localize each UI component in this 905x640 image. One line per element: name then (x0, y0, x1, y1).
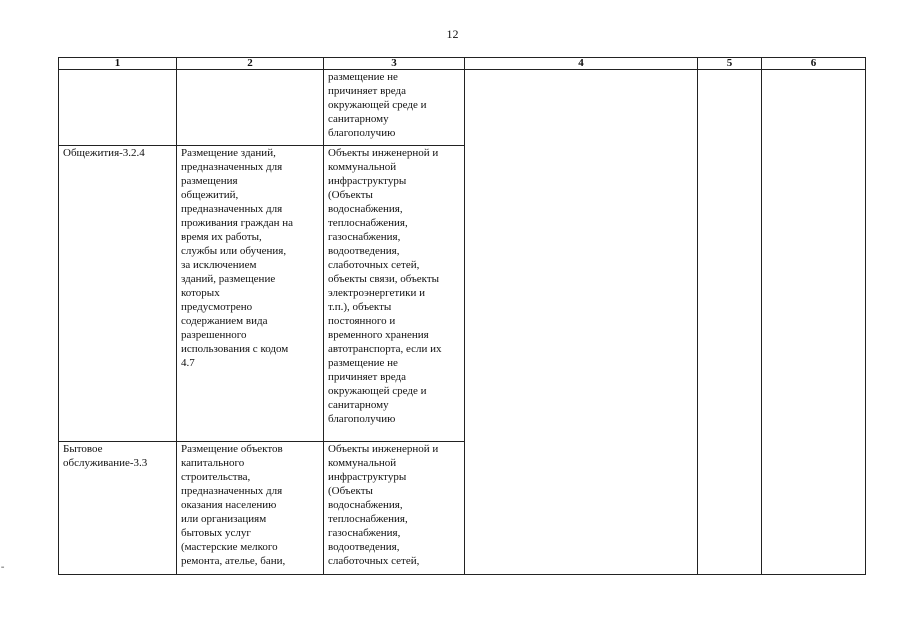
row-2-col-1: Общежития-3.2.4 (59, 146, 177, 442)
column-header-6: 6 (762, 58, 866, 70)
column-header-3: 3 (324, 58, 465, 70)
col-4-cell (465, 70, 698, 575)
row-1-col-2 (177, 70, 324, 146)
col-5-cell (698, 70, 762, 575)
column-header-1: 1 (59, 58, 177, 70)
table-row (59, 70, 866, 146)
row-3-col-2: Размещение объектов капитального строительства, предназначенных для оказания населению или организациям бытовых услуг (мастерские мелкого ремонта, ателье, бани, (177, 442, 324, 575)
row-3-col-1: Бытовое обслуживание-3.3 (59, 442, 177, 575)
row-1-col-1 (59, 70, 177, 146)
page-number: 12 (446, 27, 459, 41)
regulations-table (58, 57, 866, 575)
row-3-col-3: Объекты инженерной и коммунальной инфраструктуры (Объекты водоснабжения, теплоснабжения, газоснабжения, водоотведения, слаботочных сетей, (324, 442, 465, 575)
col-6-cell (762, 70, 866, 575)
column-header-2: 2 (177, 58, 324, 70)
row-2-col-3: Объекты инженерной и коммунальной инфраструктуры (Объекты водоснабжения, теплоснабжения, газоснабжения, водоотведения, слаботочных сетей, объекты связи, объекты электроэнергетики и т.п.), объекты постоянного и временного хранения автотранспорта, если их размещение не причиняет вреда окружающей среде и санитарному благополучию (324, 146, 465, 442)
row-2-col-2: Размещение зданий, предназначенных для размещения общежитий, предназначенных для проживания граждан на время их работы, службы или обучения, за исключением зданий, размещение которых предусмотрено содержанием вида разрешенного использования с кодом 4.7 (177, 146, 324, 442)
column-header-5: 5 (698, 58, 762, 70)
row-1-col-3: размещение не причиняет вреда окружающей среде и санитарному благополучию (324, 70, 465, 146)
margin-mark: ≡ (1, 565, 5, 571)
table-header-row (59, 58, 866, 70)
column-header-4: 4 (465, 58, 698, 70)
